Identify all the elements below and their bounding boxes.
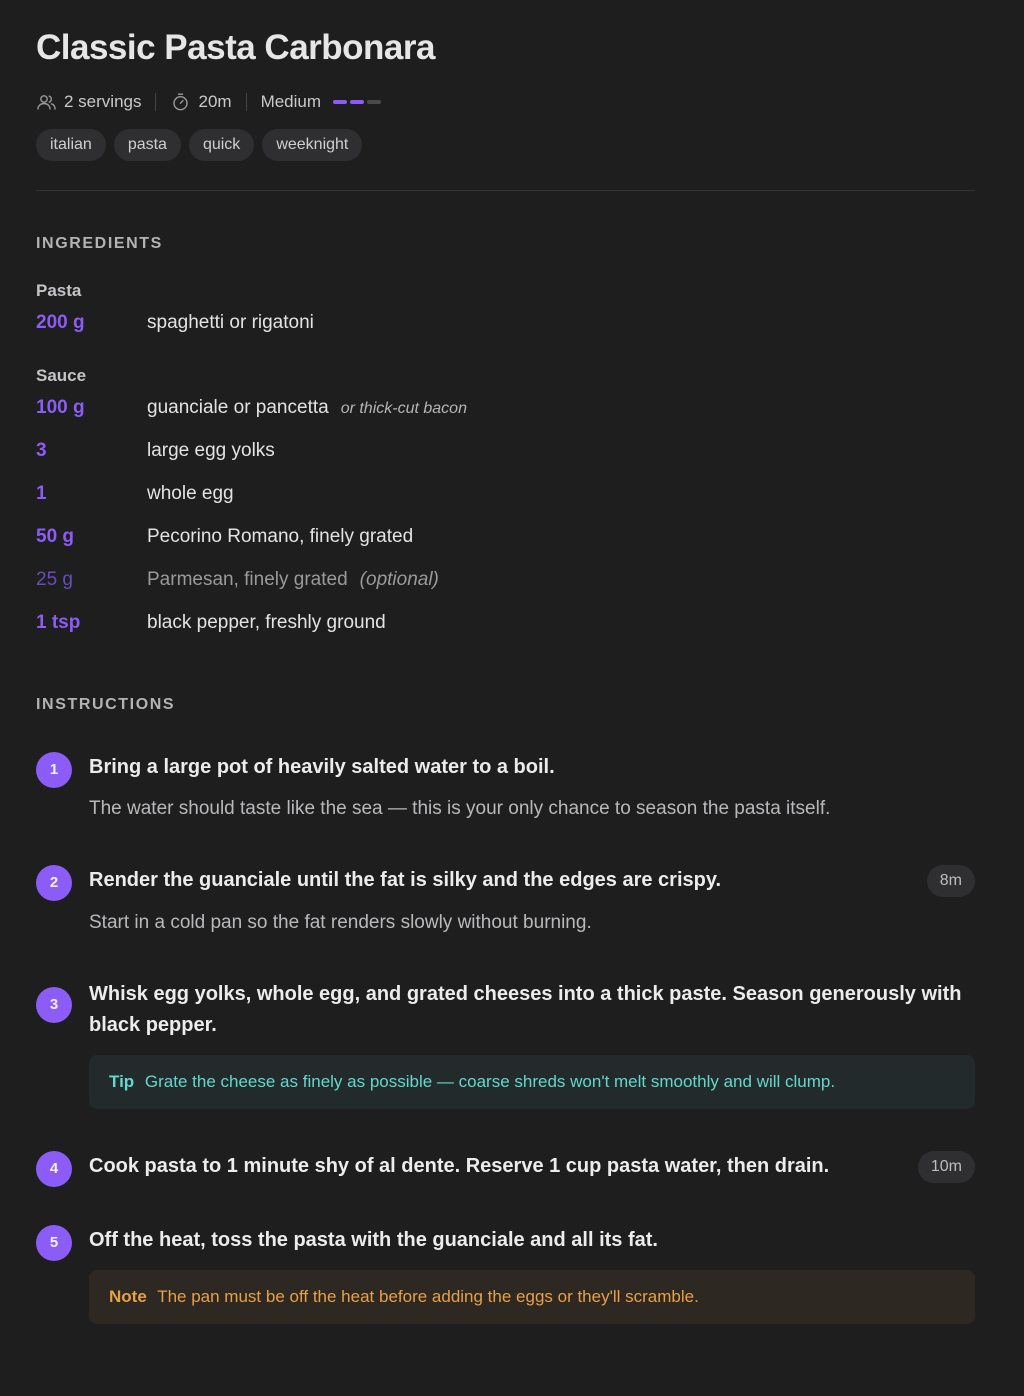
servings-meta — [36, 92, 141, 112]
ingredient-quantity: 50 g — [36, 526, 75, 547]
step-number: 4 — [36, 1151, 72, 1187]
step-2 — [36, 865, 975, 935]
ingredient-quantity: 1 — [36, 483, 47, 504]
step-head — [89, 865, 975, 897]
stopwatch-icon — [170, 92, 190, 112]
tip-text: Grate the cheese as finely as possible — coarse shreds won't melt smoothly and will clump. — [144, 1072, 836, 1091]
step-title: Bring a large pot of heavily salted water to a boil. — [89, 756, 555, 778]
ingredient-row — [36, 601, 975, 644]
servings-label: 2 servings — [64, 92, 142, 111]
note-text: The pan must be off the heat before adding the eggs or they'll scramble. — [157, 1287, 699, 1306]
step-head — [89, 752, 975, 783]
difficulty-meta — [261, 92, 381, 112]
instructions-heading: INSTRUCTIONS — [36, 696, 176, 713]
step-1 — [36, 752, 975, 821]
users-icon — [36, 92, 56, 112]
difficulty-bar — [350, 100, 364, 104]
ingredient-name: Parmesan, finely grated — [147, 569, 348, 590]
step-title: Render the guanciale until the fat is silky and the edges are crispy. — [89, 869, 722, 891]
step-body — [89, 979, 975, 1109]
recipe-title: Classic Pasta Carbonara — [36, 28, 435, 67]
ingredient-name: black pepper, freshly ground — [147, 612, 386, 633]
header-divider — [36, 190, 975, 191]
tag-chip[interactable]: weeknight — [262, 129, 362, 161]
difficulty-bar — [367, 100, 381, 104]
step-head — [89, 1151, 975, 1183]
difficulty-indicator — [333, 100, 381, 104]
ingredient-row — [36, 301, 975, 344]
ingredient-group-title: Sauce — [36, 366, 87, 385]
recipe-meta — [36, 90, 975, 114]
ingredient-row — [36, 429, 975, 472]
step-timer-badge[interactable]: 8m — [927, 865, 975, 897]
note-callout — [89, 1270, 975, 1324]
tag-chip[interactable]: italian — [36, 129, 106, 161]
step-body — [89, 1151, 975, 1187]
ingredient-row — [36, 386, 975, 429]
step-timer-badge[interactable]: 10m — [918, 1151, 975, 1183]
tag-list — [36, 129, 975, 161]
meta-divider — [155, 93, 156, 111]
ingredient-group-sauce — [36, 386, 975, 644]
ingredient-group-title: Pasta — [36, 281, 82, 300]
step-title: Whisk egg yolks, whole egg, and grated cheeses into a thick paste. Season generously with black pepper. — [89, 983, 962, 1036]
tag-chip[interactable]: quick — [189, 129, 254, 161]
total-time-label: 20m — [198, 92, 232, 111]
difficulty-label: Medium — [260, 92, 322, 111]
ingredient-note: (optional) — [359, 569, 439, 590]
ingredient-quantity: 1 tsp — [36, 612, 81, 633]
time-meta — [170, 92, 231, 112]
step-3 — [36, 979, 975, 1109]
ingredient-quantity: 100 g — [36, 397, 85, 418]
step-description: The water should taste like the sea — this is your only chance to season the pasta itself. — [89, 798, 831, 819]
ingredient-name: Pecorino Romano, finely grated — [147, 526, 414, 547]
ingredient-name: guanciale or pancetta — [147, 397, 329, 418]
step-description: Start in a cold pan so the fat renders slowly without burning. — [89, 912, 592, 933]
ingredient-name: whole egg — [147, 483, 234, 504]
tip-label: Tip — [109, 1072, 135, 1091]
ingredient-row — [36, 472, 975, 515]
ingredient-row — [36, 558, 975, 601]
step-body — [89, 1225, 975, 1324]
meta-divider — [246, 93, 247, 111]
step-head — [89, 979, 975, 1041]
ingredient-note: or thick-cut bacon — [340, 400, 467, 417]
note-label: Note — [109, 1287, 147, 1306]
step-body — [89, 752, 975, 821]
step-4 — [36, 1151, 975, 1187]
difficulty-bar — [333, 100, 347, 104]
step-5 — [36, 1225, 975, 1324]
ingredient-name: spaghetti or rigatoni — [147, 312, 314, 333]
step-number: 2 — [36, 865, 72, 901]
step-number: 1 — [36, 752, 72, 788]
ingredients-heading: INGREDIENTS — [36, 235, 163, 252]
step-title: Off the heat, toss the pasta with the guanciale and all its fat. — [89, 1229, 658, 1251]
ingredient-quantity: 200 g — [36, 312, 85, 333]
ingredient-group-pasta — [36, 301, 975, 344]
tag-chip[interactable]: pasta — [114, 129, 181, 161]
step-head — [89, 1225, 975, 1256]
step-title: Cook pasta to 1 minute shy of al dente. Reserve 1 cup pasta water, then drain. — [89, 1155, 830, 1177]
ingredient-quantity: 25 g — [36, 569, 73, 590]
ingredient-row — [36, 515, 975, 558]
tip-callout — [89, 1055, 975, 1109]
step-body — [89, 865, 975, 935]
ingredient-name: large egg yolks — [147, 440, 275, 461]
ingredient-quantity: 3 — [36, 440, 47, 461]
step-number: 5 — [36, 1225, 72, 1261]
step-number: 3 — [36, 987, 72, 1023]
